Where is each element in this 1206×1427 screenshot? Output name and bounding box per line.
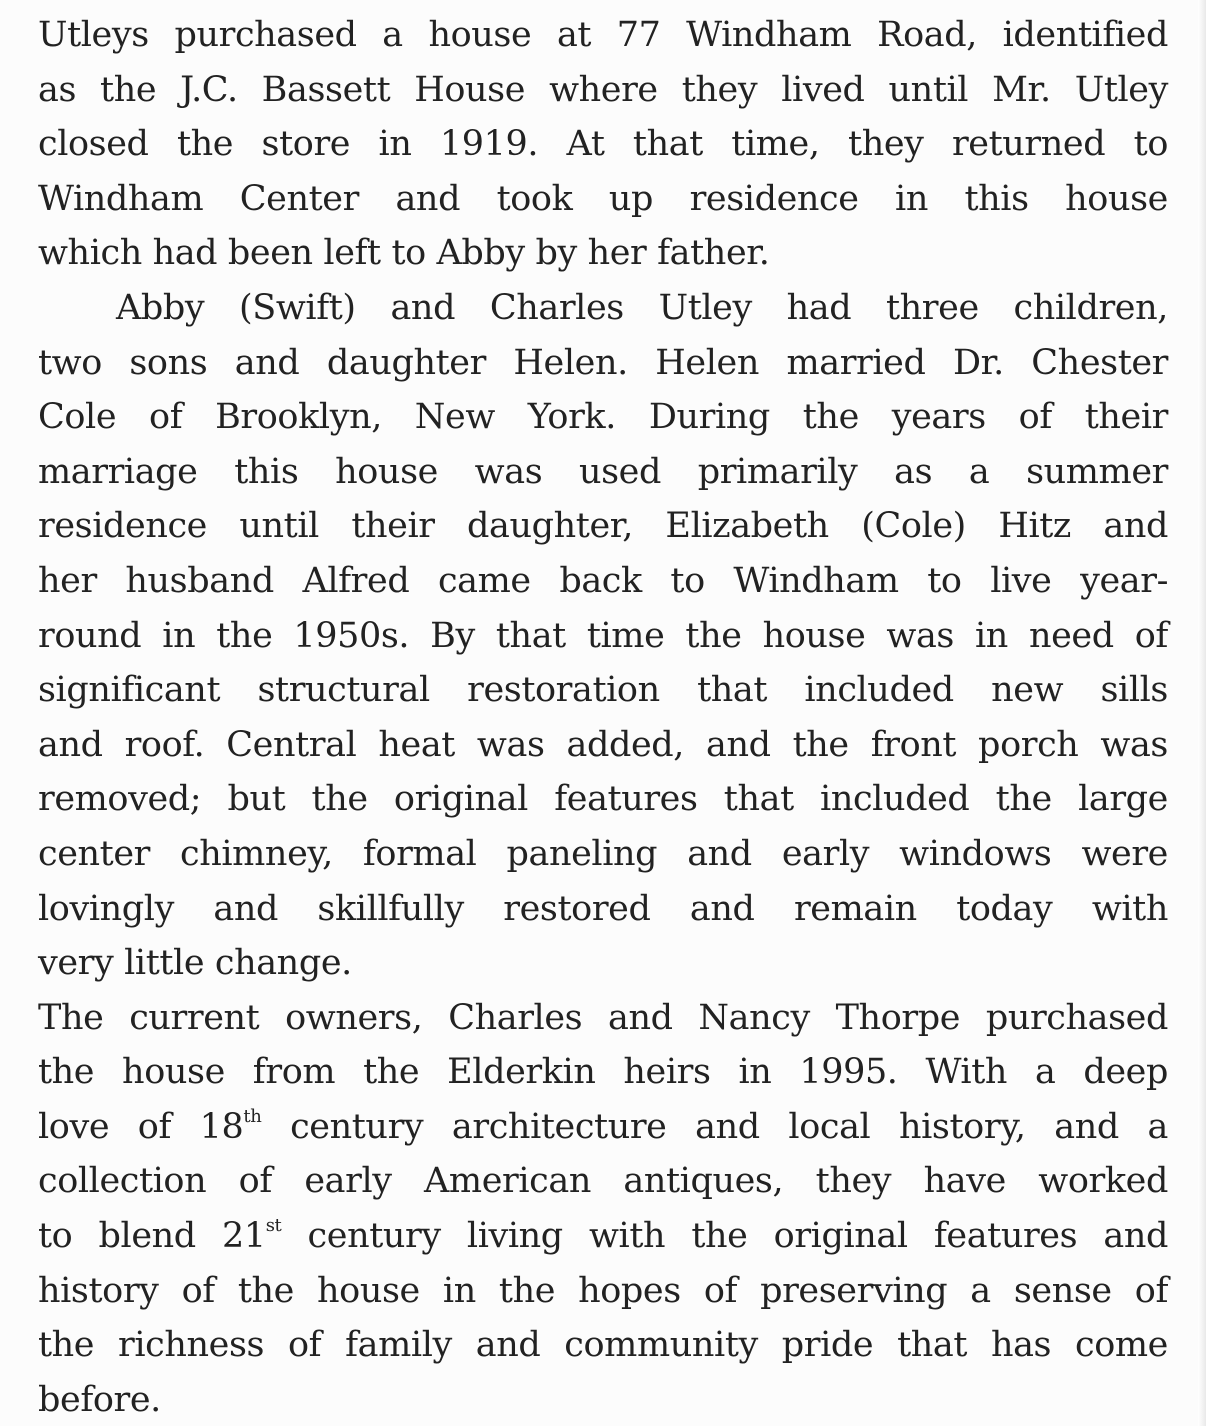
text-line: before.: [38, 1379, 161, 1420]
text-line: lovingly and skillfully restored and remain today with: [38, 888, 1168, 929]
document-body: [38, 8, 1168, 1427]
text-fragment: to blend 21: [38, 1216, 266, 1257]
text-fragment: century living with the original features and: [281, 1216, 1168, 1257]
ordinal-suffix: st: [265, 1215, 282, 1237]
text-line: the richness of family and community pride that has come: [38, 1325, 1168, 1366]
text-line: the house from the Elderkin heirs in 1995. With a deep: [38, 1052, 1168, 1093]
text-line: closed the store in 1919. At that time, they returned to: [38, 124, 1168, 165]
text-line-ordinal-18th: [38, 1100, 1168, 1155]
text-line: residence until their daughter, Elizabeth (Cole) Hitz and: [38, 506, 1168, 547]
text-line: Abby (Swift) and Charles Utley had three children,: [116, 287, 1168, 328]
scan-edge-shadow: [1198, 0, 1206, 1426]
text-line: Windham Center and took up residence in this house: [38, 178, 1168, 219]
text-fragment: love of 18: [38, 1106, 244, 1147]
text-line-ordinal-21st: [38, 1209, 1168, 1264]
paragraph-3: [38, 991, 1168, 1427]
text-line: Cole of Brooklyn, New York. During the years of their: [38, 397, 1168, 438]
text-fragment: century architecture and local history, and a: [261, 1106, 1168, 1147]
text-line: and roof. Central heat was added, and the front porch was: [38, 724, 1168, 765]
text-line: her husband Alfred came back to Windham to live year-: [38, 560, 1168, 601]
text-line: The current owners, Charles and Nancy Thorpe purchased: [38, 997, 1168, 1038]
text-line: two sons and daughter Helen. Helen married Dr. Chester: [38, 342, 1168, 383]
text-line: round in the 1950s. By that time the house was in need of: [38, 615, 1168, 656]
paragraph-1: [38, 8, 1168, 281]
text-line: significant structural restoration that included new sills: [38, 670, 1168, 711]
text-line: history of the house in the hopes of preserving a sense of: [38, 1270, 1168, 1311]
text-line: center chimney, formal paneling and early windows were: [38, 833, 1168, 874]
text-line: Utleys purchased a house at 77 Windham Road, identified: [38, 15, 1168, 55]
text-line: removed; but the original features that included the large: [38, 779, 1168, 820]
text-line: as the J.C. Bassett House where they lived until Mr. Utley: [38, 69, 1168, 110]
paragraph-2: [38, 281, 1168, 991]
text-line: very little change.: [38, 943, 352, 984]
text-line: collection of early American antiques, they have worked: [38, 1161, 1168, 1202]
text-line: which had been left to Abby by her father.: [38, 233, 770, 274]
text-line: marriage this house was used primarily as a summer: [38, 451, 1168, 492]
ordinal-suffix: th: [243, 1105, 262, 1127]
